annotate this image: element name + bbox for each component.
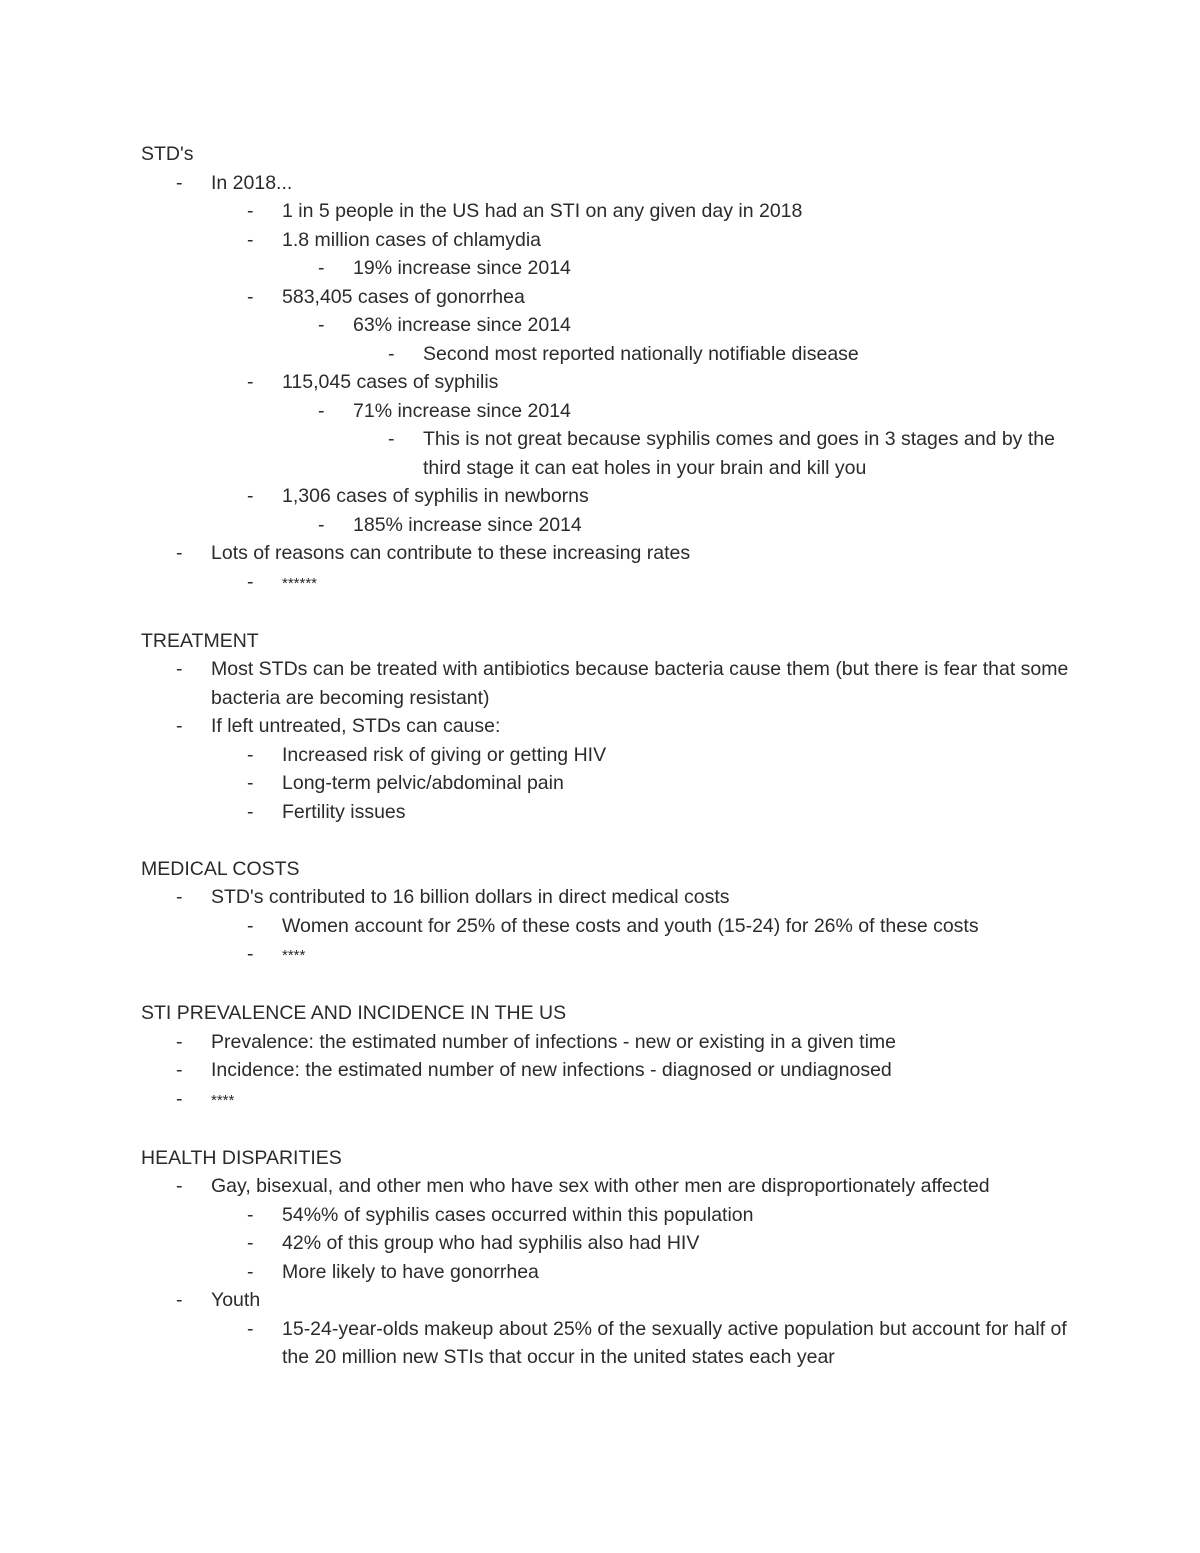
bullet-dash: -	[247, 943, 254, 965]
item-text: Incidence: the estimated number of new infections - diagnosed or undiagnosed	[211, 1059, 892, 1081]
bullet-dash: -	[247, 772, 254, 794]
list-item	[141, 1201, 1081, 1230]
item-text: 185% increase since 2014	[353, 513, 582, 536]
list-item	[141, 368, 1081, 397]
bullet-dash: -	[176, 1059, 183, 1081]
list-item	[141, 1172, 1081, 1201]
item-text: Lots of reasons can contribute to these increasing rates	[211, 542, 691, 564]
bullet-dash: -	[388, 342, 395, 365]
bullet-dash: -	[176, 658, 183, 680]
list-item	[141, 940, 1081, 971]
item-text: In 2018...	[211, 171, 293, 194]
item-text: 42% of this group who had syphilis also had HIV	[282, 1232, 700, 1254]
bullet-dash: -	[176, 542, 183, 564]
item-text: 1.8 million cases of chlamydia	[282, 228, 542, 251]
list-item	[141, 311, 1081, 340]
item-text: Increased risk of giving or getting HIV	[282, 743, 607, 766]
list-item	[141, 1286, 1081, 1315]
list-item	[141, 1258, 1081, 1287]
bullet-dash: -	[247, 200, 254, 222]
item-text: If left untreated, STDs can cause:	[211, 715, 501, 737]
item-text: 63% increase since 2014	[353, 314, 571, 336]
list-item	[141, 254, 1081, 283]
section-heading-disparities: HEALTH DISPARITIES	[141, 1146, 342, 1169]
list-item	[141, 655, 1081, 712]
list-item	[141, 397, 1081, 426]
list-item	[141, 169, 1081, 198]
section-heading-stds: STD's	[141, 143, 194, 165]
list-item	[141, 568, 1081, 599]
section-heading-treatment: TREATMENT	[141, 629, 259, 652]
bullet-dash: -	[176, 1289, 183, 1311]
list-item	[141, 883, 1081, 912]
section-gap	[141, 598, 1081, 627]
item-text: 71% increase since 2014	[353, 399, 571, 422]
list-item	[141, 712, 1081, 741]
list-item	[141, 1028, 1081, 1057]
bullet-dash: -	[247, 285, 254, 308]
list-item	[141, 1085, 1081, 1116]
bullet-dash: -	[247, 570, 254, 593]
item-text: ****	[282, 947, 306, 964]
item-text: Most STDs can be treated with antibiotics because bacteria cause them (but there is fear that some bacteria are becoming resistant)	[211, 658, 1069, 709]
bullet-dash: -	[318, 513, 325, 536]
list-item	[141, 226, 1081, 255]
item-text: 54%% of syphilis cases occurred within this population	[282, 1203, 754, 1226]
list-item	[141, 1056, 1081, 1085]
list-item	[141, 798, 1081, 827]
bullet-dash: -	[247, 485, 254, 507]
list-item	[141, 769, 1081, 798]
item-text: Gay, bisexual, and other men who have sex with other men are disproportionately affected	[211, 1175, 990, 1197]
document-body	[141, 140, 1081, 1372]
list-item	[141, 283, 1081, 312]
list-item	[141, 511, 1081, 540]
list-item	[141, 425, 1081, 482]
bullet-dash: -	[247, 914, 254, 937]
item-text: ****	[211, 1091, 235, 1109]
bullet-dash: -	[176, 1087, 183, 1110]
bullet-dash: -	[176, 886, 183, 908]
bullet-dash: -	[247, 371, 254, 393]
item-text: ******	[282, 574, 318, 592]
bullet-dash: -	[176, 171, 183, 194]
list-item	[141, 197, 1081, 226]
bullet-dash: -	[247, 743, 254, 766]
item-text: 1 in 5 people in the US had an STI on any given day in 2018	[282, 200, 803, 222]
list-item	[141, 1229, 1081, 1258]
item-text: 583,405 cases of gonorrhea	[282, 285, 525, 308]
item-text: This is not great because syphilis comes and goes in 3 stages and by the third stage it can eat holes in your brain and kill you	[423, 428, 1055, 479]
item-text: 19% increase since 2014	[353, 257, 571, 279]
bullet-dash: -	[176, 1030, 183, 1053]
item-text: 115,045 cases of syphilis	[282, 371, 499, 393]
section-gap	[141, 971, 1081, 1000]
item-text: Fertility issues	[282, 800, 406, 823]
section-gap	[141, 826, 1081, 855]
item-text: 1,306 cases of syphilis in newborns	[282, 485, 589, 507]
item-text: 15-24-year-olds makeup about 25% of the sexually active population but account for half of the 20 million new STIs that occur in the united states each year	[282, 1317, 1067, 1368]
item-text: Youth	[211, 1289, 261, 1311]
bullet-dash: -	[176, 715, 183, 737]
bullet-dash: -	[318, 399, 325, 422]
item-text: More likely to have gonorrhea	[282, 1260, 539, 1283]
bullet-dash: -	[318, 314, 325, 336]
section-heading-prevalence: STI PREVALENCE AND INCIDENCE IN THE US	[141, 1002, 567, 1024]
list-item	[141, 482, 1081, 511]
list-item	[141, 1315, 1081, 1372]
item-text: STD's contributed to 16 billion dollars in direct medical costs	[211, 886, 730, 908]
item-text: Long-term pelvic/abdominal pain	[282, 772, 564, 794]
bullet-dash: -	[247, 1232, 254, 1254]
list-item	[141, 741, 1081, 770]
item-text: Prevalence: the estimated number of infections - new or existing in a given time	[211, 1030, 897, 1053]
bullet-dash: -	[247, 1260, 254, 1283]
bullet-dash: -	[318, 257, 325, 279]
bullet-dash: -	[247, 1203, 254, 1226]
bullet-dash: -	[176, 1175, 183, 1197]
item-text: Second most reported nationally notifiable disease	[423, 342, 859, 365]
bullet-dash: -	[247, 800, 254, 823]
bullet-dash: -	[247, 228, 254, 251]
bullet-dash: -	[247, 1317, 254, 1340]
section-gap	[141, 1115, 1081, 1144]
section-heading-costs: MEDICAL COSTS	[141, 857, 300, 880]
bullet-dash: -	[388, 428, 395, 450]
list-item	[141, 340, 1081, 369]
list-item	[141, 912, 1081, 941]
list-item	[141, 539, 1081, 568]
item-text: Women account for 25% of these costs and youth (15-24) for 26% of these costs	[282, 914, 979, 937]
